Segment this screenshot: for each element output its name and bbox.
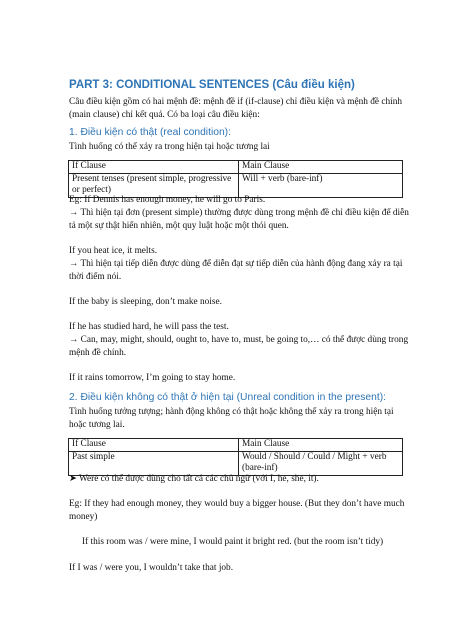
table-cell: Will + verb (bare-inf)	[239, 173, 403, 197]
example-text: If I was / were you, I wouldn’t take that job.	[69, 563, 234, 573]
table-header-row	[69, 161, 403, 174]
intro-paragraph: Câu điều kiện gồm có hai mệnh đề: mệnh đề if (if-clause) chỉ điều kiện và mệnh đề chính (main clause) chỉ kết quả. Có ba loại câu điều kiện:	[69, 97, 403, 120]
example-text: Eg: If they had enough money, they would buy a bigger house. (But they don’t have much money)	[69, 499, 405, 522]
example-text: If this room was / were mine, I would paint it bright red. (but the room isn’t tidy)	[82, 537, 384, 547]
example-text: If the baby is sleeping, don’t make noise.	[69, 297, 222, 307]
table-cell: Present tenses (present simple, progressive or perfect)	[69, 173, 239, 197]
section-2-heading: 2. Điều kiện không có thật ở hiện tại (Unreal condition in the present):	[69, 392, 386, 403]
table-row	[69, 451, 403, 475]
section-2-description: Tình huống tưởng tượng; hành động không có thật hoặc không thể xảy ra trong hiện tại hoặc tương lai.	[69, 407, 394, 430]
table-cell: Would / Should / Could / Might + verb (bare-inf)	[239, 451, 403, 475]
table-header-cell: Main Clause	[239, 439, 403, 452]
note-text: → Thì hiện tại đơn (present simple) thường được dùng trong mệnh đề chỉ điều kiện để diễn tả một sự thật hiển nhiên, một quy luật hoặc một thói quen.	[69, 208, 409, 231]
example-text: If it rains tomorrow, I’m going to stay home.	[69, 373, 236, 383]
section-1-heading: 1. Điều kiện có thật (real condition):	[69, 127, 231, 138]
table-header-row	[69, 439, 403, 452]
table-cell: Past simple	[69, 451, 239, 475]
note-text: → Thì hiện tại tiếp diễn được dùng để diễn đạt sự tiếp diễn của hành động đang xảy ra tại thời điểm nói.	[69, 259, 403, 282]
real-condition-table	[68, 160, 403, 198]
example-text: If you heat ice, it melts.	[69, 246, 158, 256]
note-text: → Can, may, might, should, ought to, have to, must, be going to,… có thể được dùng trong mệnh đề chính.	[69, 335, 409, 358]
unreal-condition-table	[68, 438, 403, 476]
table-header-cell: If Clause	[69, 161, 239, 174]
note-text: ➤ Were có thể được dùng cho tất cả các chủ ngữ (với I, he, she, it).	[69, 474, 319, 484]
part-title: PART 3: CONDITIONAL SENTENCES (Câu điều kiện)	[69, 79, 355, 91]
example-text: If he has studied hard, he will pass the test.	[69, 322, 229, 332]
example-text: Eg: If Dennis has enough money, he will go to Paris.	[69, 195, 266, 205]
table-header-cell: Main Clause	[239, 161, 403, 174]
table-header-cell: If Clause	[69, 439, 239, 452]
section-1-description: Tình huống có thể xảy ra trong hiện tại hoặc tương lai	[69, 142, 270, 152]
